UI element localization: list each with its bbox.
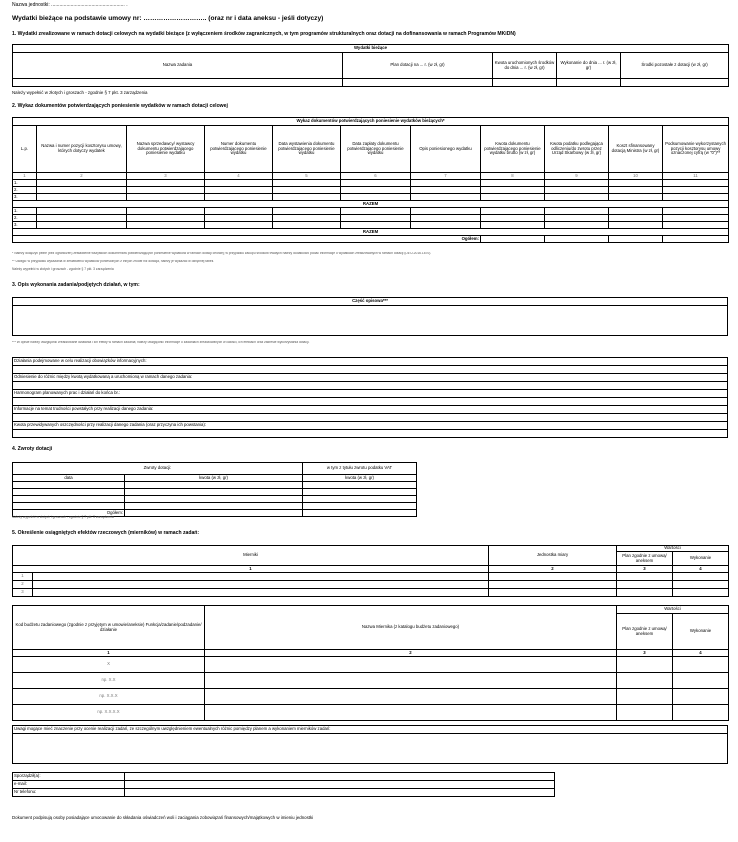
s4-sub: data xyxy=(13,475,125,482)
s5-t1-row: 1 xyxy=(13,573,33,581)
s5-t1-col-0: Mierniki xyxy=(13,546,489,566)
s5-cell[interactable] xyxy=(673,657,729,673)
s2-cell[interactable] xyxy=(545,194,609,201)
s2-num: 7 xyxy=(411,173,481,180)
s3-description-field[interactable] xyxy=(13,306,728,336)
s5-cell[interactable] xyxy=(205,657,617,673)
s3-note: *** W opisie należy uwzględnić zrealizowane działania i ich efekty w ramach zadania; należy uwzględnić informacje o zadaniach zrealizowanych w całości, ich efektach oraz zakresie wykorzystania dotacji. xyxy=(12,341,310,344)
s2-cell[interactable] xyxy=(127,194,205,201)
s1-cell[interactable] xyxy=(493,79,557,87)
s5-cell[interactable] xyxy=(673,705,729,721)
s2-ogolem: Ogółem: xyxy=(13,236,481,243)
s5-t2-num: 3 xyxy=(617,650,673,657)
s2-col-10: Podsumowanie wykorzystanych pozycji kosztorysu umowy oznaczonej cyfrą (w "0")** xyxy=(663,126,729,173)
phone-field[interactable] xyxy=(125,789,555,797)
s2-cell[interactable] xyxy=(411,194,481,201)
s5-t1-row: 3 xyxy=(13,589,33,597)
remarks-box xyxy=(12,725,728,764)
s2-num: 9 xyxy=(545,173,609,180)
s2-table-title: Wykaz dokumentów potwierdzających poniesienie wydatków bieżących* xyxy=(13,118,729,126)
s4-cell[interactable] xyxy=(303,496,417,503)
s5-cell[interactable] xyxy=(673,581,729,589)
s1-col-0: Nazwa zadania xyxy=(13,53,343,79)
s5-t2-num: 1 xyxy=(13,650,205,657)
s4-cell[interactable] xyxy=(125,496,303,503)
s2-cell[interactable] xyxy=(37,187,127,194)
s2-col-9: Koszt sfinansowany dotacją Ministra (w zł, gr) xyxy=(609,126,663,173)
s2-cell[interactable] xyxy=(481,194,545,201)
s5-t1-col-1: Jednostka miary xyxy=(489,546,617,566)
s2-cell[interactable] xyxy=(663,236,729,243)
s1-col-1: Plan dotacji na ... r. (w zł, gr) xyxy=(343,53,493,79)
s5-t1-num: 1 xyxy=(13,566,489,573)
s2-row-lp: 3. xyxy=(13,222,37,229)
s2-num: 6 xyxy=(341,173,411,180)
s5-t2-col-1: Nazwa Miernika (z katalogu budżetu zadaniowego) xyxy=(205,606,617,650)
s5-cell[interactable] xyxy=(673,673,729,689)
s3-field-label: Działania podejmowane w celu realizacji obowiązków informacyjnych: xyxy=(13,358,728,366)
s2-cell[interactable] xyxy=(205,222,273,229)
s2-cell[interactable] xyxy=(609,208,663,215)
s1-col-3: Wykonanie do dnia ... r. (w zł, gr) xyxy=(557,53,621,79)
s4-cell[interactable] xyxy=(125,510,303,517)
s2-cell[interactable] xyxy=(127,208,205,215)
s2-cell[interactable] xyxy=(481,180,545,187)
s2-col-5: Data zapłaty dokumentu potwierdzającego poniesienie wydatku xyxy=(341,126,411,173)
s2-cell[interactable] xyxy=(127,222,205,229)
s2-cell[interactable] xyxy=(205,180,273,187)
s2-cell[interactable] xyxy=(273,222,341,229)
s2-cell[interactable] xyxy=(609,194,663,201)
s2-cell[interactable] xyxy=(609,187,663,194)
s5-cell[interactable] xyxy=(33,573,489,581)
s2-cell[interactable] xyxy=(341,187,411,194)
s2-cell[interactable] xyxy=(663,215,729,222)
s5-t2-col-3: Plan zgodnie z umową/ aneksem xyxy=(617,614,673,650)
s5-cell[interactable] xyxy=(205,705,617,721)
s2-col-3: Numer dokumentu potwierdzającego poniesienie wydatku xyxy=(205,126,273,173)
s2-cell[interactable] xyxy=(205,215,273,222)
s2-cell[interactable] xyxy=(37,208,127,215)
s2-note-1: * Należy dołączyć pełne (bez ograniczeń) zestawienie wszystkich dokumentów potwierdzających poniesienie wydatków w ramach dotacji celowej; w przypadku zakupu środków trwałych należy dodatkowo podać informacje o wydatkach zrealizowanych w ramach dotacji (Dz.U.2016.1870). xyxy=(12,252,432,255)
s2-cell[interactable] xyxy=(127,215,205,222)
s5-t2-col-2: Wartości xyxy=(617,606,729,614)
s2-cell[interactable] xyxy=(545,236,609,243)
s2-cell[interactable] xyxy=(37,194,127,201)
s5-cell[interactable] xyxy=(617,589,673,597)
s4-col-b: w tym z tytułu zwrotu podatku VAT xyxy=(303,463,417,475)
s5-cell[interactable] xyxy=(33,589,489,597)
s3-field-input[interactable] xyxy=(13,414,728,422)
s5-cell[interactable] xyxy=(617,673,673,689)
s2-num: 3 xyxy=(127,173,205,180)
s5-cell[interactable] xyxy=(205,673,617,689)
s4-cell[interactable] xyxy=(125,482,303,489)
s2-row-lp: 2. xyxy=(13,187,37,194)
s2-num: 11 xyxy=(663,173,729,180)
s2-num: 5 xyxy=(273,173,341,180)
s5-t1-col-3: Plan zgodnie z umową/ aneksem xyxy=(617,552,673,566)
s5-cell[interactable] xyxy=(617,573,673,581)
s1-table-title: Wydatki bieżące xyxy=(13,45,729,53)
s5-cell[interactable] xyxy=(489,573,617,581)
s5-cell[interactable] xyxy=(205,689,617,705)
s2-cell[interactable] xyxy=(37,222,127,229)
s2-num: 10 xyxy=(609,173,663,180)
s1-table xyxy=(12,44,729,87)
s5-cell[interactable] xyxy=(617,581,673,589)
footer-text: Dokument podpisują osoby posiadające umocowanie do składania oświadczeń woli i zaciągania zobowiązań finansowych/majątkowych w imieniu jednostki xyxy=(12,815,314,820)
s2-cell[interactable] xyxy=(609,215,663,222)
s2-num: 8 xyxy=(481,173,545,180)
s2-row-lp: 1. xyxy=(13,180,37,187)
s2-cell[interactable] xyxy=(341,222,411,229)
s1-col-4: Środki pozostałe z dotacji (w zł, gr) xyxy=(621,53,729,79)
s4-cell[interactable] xyxy=(303,489,417,496)
s2-table xyxy=(12,117,729,243)
s2-cell[interactable] xyxy=(411,215,481,222)
s2-cell[interactable] xyxy=(205,194,273,201)
s2-col-4: Data wystawienia dokumentu potwierdzającego poniesienie wydatku xyxy=(273,126,341,173)
s2-razem: RAZEM xyxy=(13,201,729,208)
s2-cell[interactable] xyxy=(481,222,545,229)
s2-cell[interactable] xyxy=(609,180,663,187)
s2-cell[interactable] xyxy=(273,187,341,194)
s2-cell[interactable] xyxy=(341,194,411,201)
s3-box-title: Część opisowa*** xyxy=(13,298,728,306)
s2-note-2: ** Uwaga: w przypadku wykazania w zestawieniu wydatków poniesionych z innych źródeł niż dotacja, należy je wykazać w odrębnej tabeli. xyxy=(12,260,215,263)
s2-num: 4 xyxy=(205,173,273,180)
s2-cell[interactable] xyxy=(545,180,609,187)
s2-cell[interactable] xyxy=(481,215,545,222)
s5-cell[interactable] xyxy=(617,705,673,721)
s3-field-label: Odniesienie do różnic między kwotą wydatkowaną a uruchomioną w ramach danego zadania: xyxy=(13,374,728,382)
s4-sub: kwota (w zł, gr) xyxy=(303,475,417,482)
s5-t1-col-4: Wykonanie xyxy=(673,552,729,566)
s2-cell[interactable] xyxy=(411,187,481,194)
s5-t2-row: np. X.X xyxy=(13,673,205,689)
contact-table xyxy=(12,772,555,797)
s3-field-label: Informacje na temat trudności powstałych przy realizacji danego zadania: xyxy=(13,406,728,414)
s2-col-0: L.p. xyxy=(13,126,37,173)
s4-cell[interactable] xyxy=(125,489,303,496)
s5-table-1 xyxy=(12,545,729,597)
contact-label: Nr telefonu: xyxy=(13,789,125,797)
s5-cell[interactable] xyxy=(673,689,729,705)
s5-t2-col-0: Kod budżetu zadaniowego (zgodnie z przyjętym w umowie/aneksie) Funkcja/zadanie/podzadanie/ działanie xyxy=(13,606,205,650)
s2-cell[interactable] xyxy=(481,236,545,243)
s2-cell[interactable] xyxy=(341,180,411,187)
s4-col-a: Zwroty dotacji: xyxy=(13,463,303,475)
s2-cell[interactable] xyxy=(37,180,127,187)
s4-cell[interactable] xyxy=(303,503,417,510)
s5-t1-num: 3 xyxy=(617,566,673,573)
s2-col-8: Kwota podatku podlegająca odliczeniu/do zwrotu przez Urząd Skarbowy (w zł, gr) xyxy=(545,126,609,173)
s2-num: 1 xyxy=(13,173,37,180)
s2-heading: 2. Wykaz dokumentów potwierdzających poniesienie wydatków w ramach dotacji celowej xyxy=(12,103,228,109)
s4-cell[interactable] xyxy=(125,503,303,510)
s2-cell[interactable] xyxy=(411,208,481,215)
s4-cell[interactable] xyxy=(303,482,417,489)
s2-col-7: Kwota dokumentu potwierdzającego poniesienie wydatku brutto (w zł, gr) xyxy=(481,126,545,173)
s2-cell[interactable] xyxy=(545,215,609,222)
s5-t1-row: 2 xyxy=(13,581,33,589)
s2-cell[interactable] xyxy=(663,208,729,215)
s1-cell[interactable] xyxy=(621,79,729,87)
remarks-field[interactable] xyxy=(13,734,728,764)
s2-cell[interactable] xyxy=(663,194,729,201)
s1-heading: 1. Wydatki zrealizowane w ramach dotacji celowych na wydatki bieżące (z wyłączeniem środków zagranicznych, w tym programów strukturalnych oraz dotacji na dofinansowania w ramach Programów MKiDN) xyxy=(12,31,516,37)
s4-cell[interactable] xyxy=(13,482,125,489)
email-field[interactable] xyxy=(125,781,555,789)
s2-col-1: Nazwa i numer pozycji kosztorysu umowy, których dotyczy wydatek xyxy=(37,126,127,173)
s4-heading: 4. Zwroty dotacji xyxy=(12,446,53,452)
s2-cell[interactable] xyxy=(341,208,411,215)
s5-t1-col-2: Wartości xyxy=(617,546,729,552)
document-title: Wydatki bieżące na podstawie umowy nr: ……………………….. (oraz nr i data aneksu - jeśli dotyczy) xyxy=(12,15,324,22)
s1-note: Należy wypełnić w złotych i groszach - zgodnie § 7 pkt. 3 zarządzenia xyxy=(12,90,148,95)
s2-col-6: Opis poniesionego wydatku xyxy=(411,126,481,173)
s4-cell[interactable] xyxy=(13,496,125,503)
s5-cell[interactable] xyxy=(617,689,673,705)
s2-num: 2 xyxy=(37,173,127,180)
s1-col-2: Kwota uruchomionych środków do dnia ... r. (w zł, gr) xyxy=(493,53,557,79)
s5-cell[interactable] xyxy=(673,589,729,597)
s2-cell[interactable] xyxy=(37,215,127,222)
s2-cell[interactable] xyxy=(481,187,545,194)
s1-cell[interactable] xyxy=(557,79,621,87)
s2-cell[interactable] xyxy=(545,187,609,194)
s1-cell[interactable] xyxy=(343,79,493,87)
s4-note: Należy wypełnić w złotych i groszach - zgodnie § 7 pkt. 3 zarządzenia xyxy=(12,515,114,519)
s2-cell[interactable] xyxy=(341,215,411,222)
s3-field-input[interactable] xyxy=(13,430,728,438)
s2-cell[interactable] xyxy=(205,208,273,215)
s4-ogolem: Ogółem: xyxy=(13,510,125,517)
s2-cell[interactable] xyxy=(273,208,341,215)
s2-cell[interactable] xyxy=(481,208,545,215)
s3-fields-table xyxy=(12,357,728,438)
unit-name-line: Nazwa jednostki: ..................................................... . xyxy=(12,2,128,8)
s2-cell[interactable] xyxy=(545,222,609,229)
contact-label: e-mail: xyxy=(13,781,125,789)
s2-row-lp: 3. xyxy=(13,194,37,201)
s5-table-2 xyxy=(12,605,729,721)
s2-cell[interactable] xyxy=(663,187,729,194)
s3-field-input[interactable] xyxy=(13,366,728,374)
s5-t2-row: np. X.X.X xyxy=(13,689,205,705)
s5-t2-num: 2 xyxy=(205,650,617,657)
s3-description-box xyxy=(12,297,728,336)
preparer-field[interactable] xyxy=(125,773,555,781)
s5-t2-col-4: Wykonanie xyxy=(673,614,729,650)
s2-cell[interactable] xyxy=(205,187,273,194)
contact-label: Sporządził(a): xyxy=(13,773,125,781)
s5-cell[interactable] xyxy=(489,589,617,597)
s3-field-label: Kwota przewidywanych oszczędności przy realizacji danego zadania (oraz przyczyna ich powstania): xyxy=(13,422,728,430)
remarks-label: Uwagi mogące mieć znaczenie przy ocenie realizacji zadań, ze szczególnym uwzględnieniem ewentualnych różnic pomiędzy planem a wykonaniem mierników zadań: xyxy=(13,726,728,734)
s5-t2-row: X xyxy=(13,657,205,673)
s2-cell[interactable] xyxy=(663,180,729,187)
s2-note-3: Należy wypełnić w złotych i groszach - zgodnie § 7 pkt. 3 zarządzenia xyxy=(12,267,114,271)
s2-cell[interactable] xyxy=(273,215,341,222)
s5-cell[interactable] xyxy=(489,581,617,589)
s3-field-input[interactable] xyxy=(13,382,728,390)
s2-cell[interactable] xyxy=(609,222,663,229)
s1-cell[interactable] xyxy=(13,79,343,87)
s5-t1-num: 2 xyxy=(489,566,617,573)
s3-field-label: Harmonogram planowanych prac i działań do końca br.: xyxy=(13,390,728,398)
s4-table xyxy=(12,462,417,517)
s4-sub: kwota (w zł, gr) xyxy=(125,475,303,482)
s2-cell[interactable] xyxy=(127,180,205,187)
s5-cell[interactable] xyxy=(33,581,489,589)
s3-field-input[interactable] xyxy=(13,398,728,406)
s2-row-lp: 1. xyxy=(13,208,37,215)
s2-cell[interactable] xyxy=(273,180,341,187)
s2-cell[interactable] xyxy=(273,194,341,201)
s5-t2-row: np. X.X.X.X xyxy=(13,705,205,721)
s5-cell[interactable] xyxy=(617,657,673,673)
s2-cell[interactable] xyxy=(609,236,663,243)
s2-col-2: Nazwa sprzedawcy/ wystawcy dokumentu potwierdzającego poniesienie wydatku xyxy=(127,126,205,173)
s5-t1-num: 4 xyxy=(673,566,729,573)
s2-cell[interactable] xyxy=(411,180,481,187)
s2-cell[interactable] xyxy=(411,222,481,229)
s4-cell[interactable] xyxy=(13,489,125,496)
s2-cell[interactable] xyxy=(127,187,205,194)
s2-row-lp: 2. xyxy=(13,215,37,222)
s5-cell[interactable] xyxy=(673,573,729,581)
s5-heading: 5. Określenie osiągniętych efektów rzeczowych (mierników) w ramach zadań: xyxy=(12,530,200,536)
s2-razem: RAZEM xyxy=(13,229,729,236)
s2-cell[interactable] xyxy=(663,222,729,229)
s4-cell[interactable] xyxy=(303,510,417,517)
s5-t2-num: 4 xyxy=(673,650,729,657)
s4-cell[interactable] xyxy=(13,503,125,510)
s3-heading: 3. Opis wykonania zadania/podjętych działań, w tym: xyxy=(12,282,140,288)
s2-cell[interactable] xyxy=(545,208,609,215)
